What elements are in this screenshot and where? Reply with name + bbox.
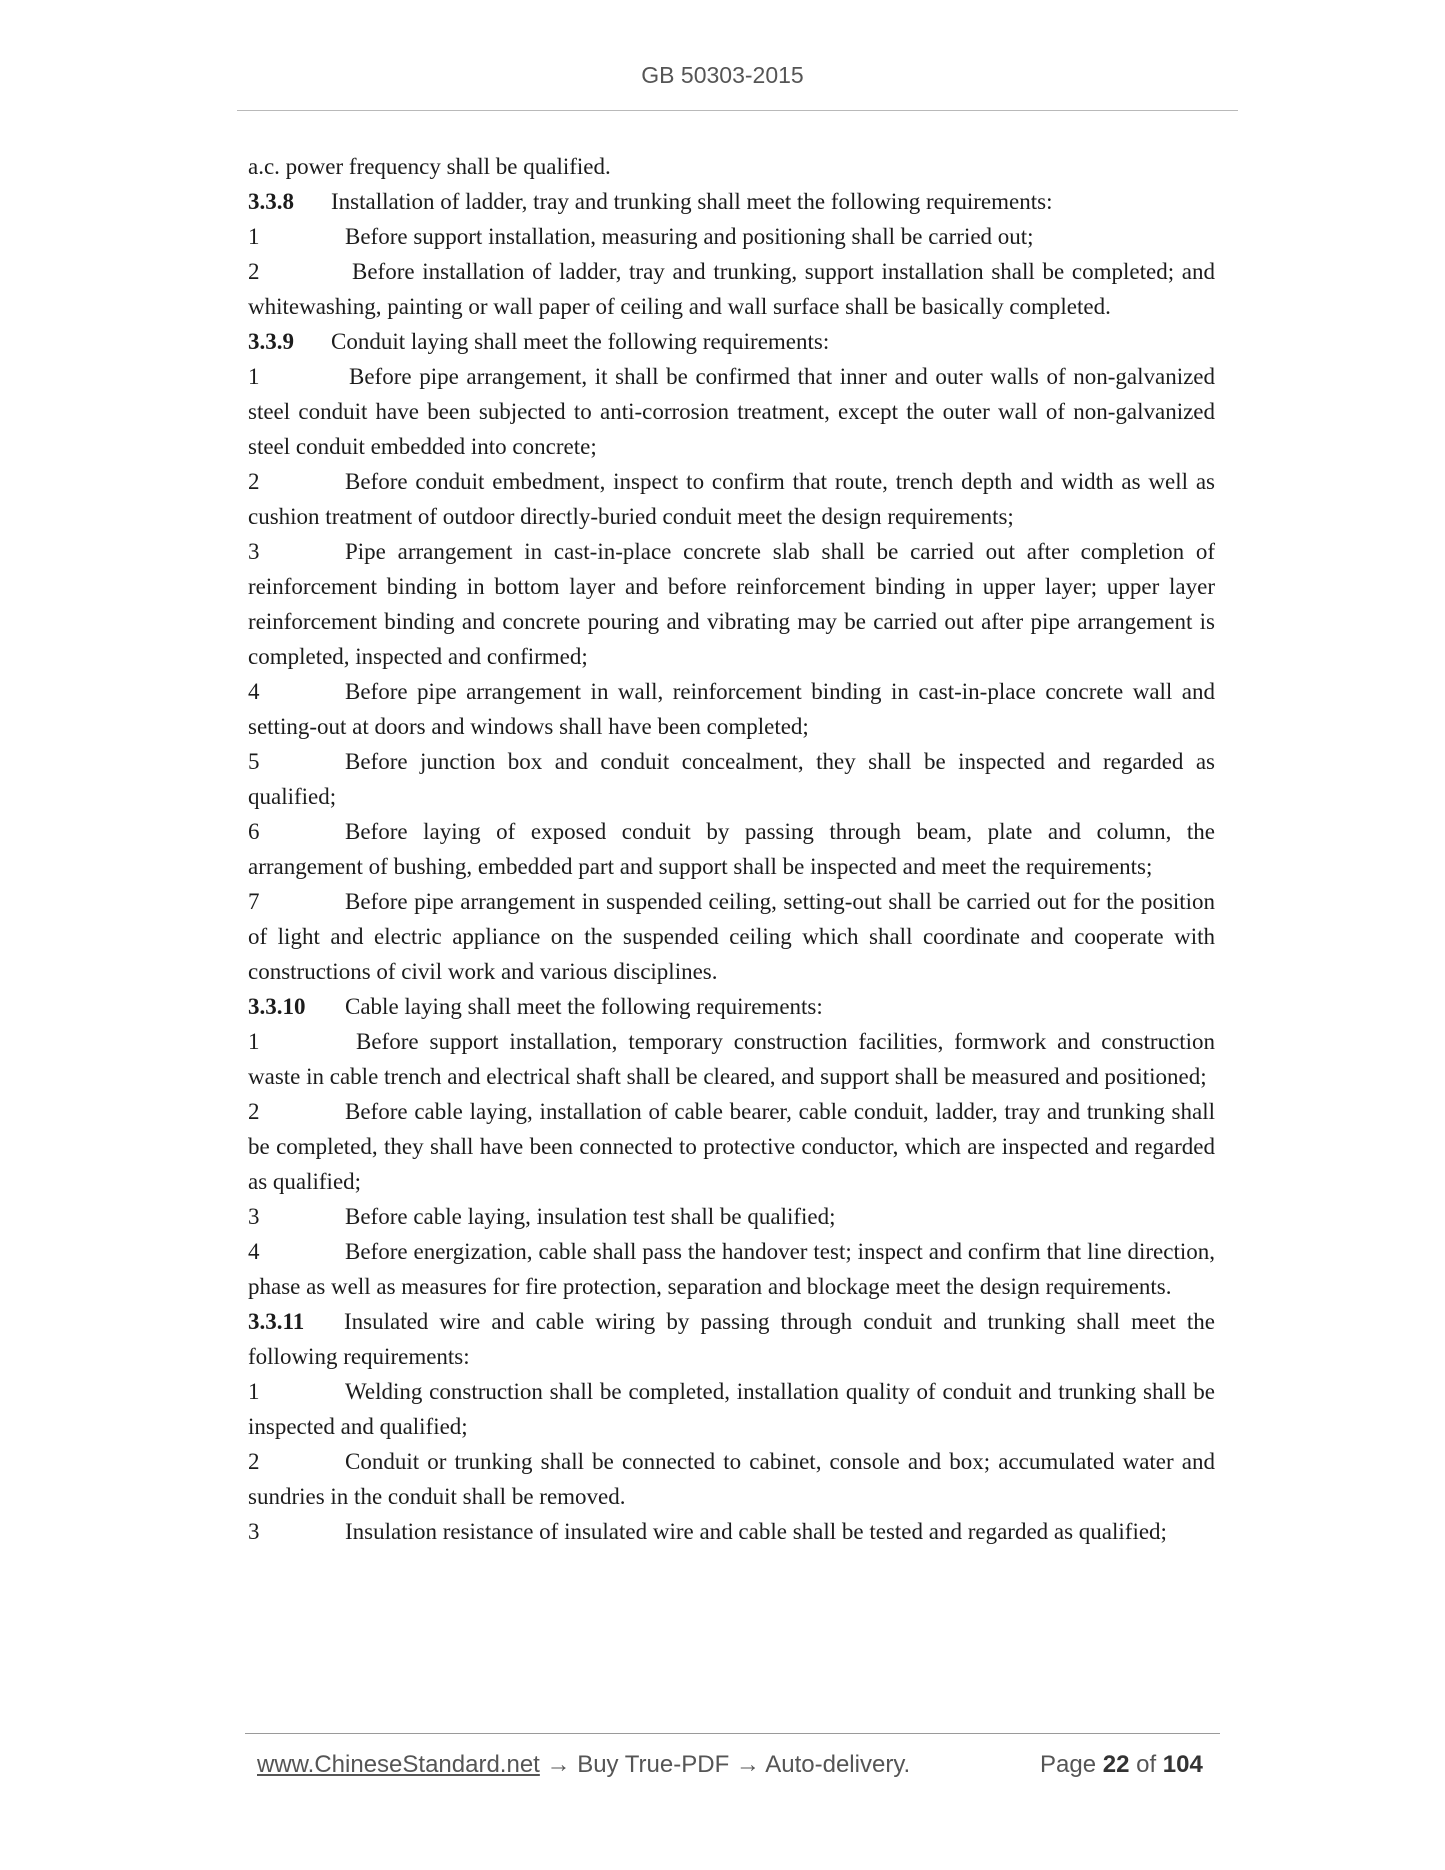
clause-number: 3.3.10 — [248, 994, 306, 1019]
arrow-right-icon: → — [735, 1751, 760, 1778]
clause-text: Cable laying shall meet the following requirements: — [345, 994, 823, 1019]
buy-pdf-text: Buy True-PDF — [577, 1751, 730, 1778]
item-number: 4 — [248, 679, 260, 704]
page-header — [0, 62, 1445, 89]
item-number: 1 — [248, 1379, 260, 1404]
list-item — [248, 744, 1215, 814]
item-number: 4 — [248, 1239, 260, 1264]
list-item — [248, 1234, 1215, 1304]
paragraph-text: a.c. power frequency shall be qualified. — [248, 154, 611, 179]
footer-divider — [245, 1733, 1220, 1734]
item-number: 2 — [248, 1449, 260, 1474]
item-text: Insulation resistance of insulated wire and cable shall be tested and regarded as qualified; — [345, 1519, 1167, 1544]
clause-text: Installation of ladder, tray and trunking shall meet the following requirements: — [331, 189, 1053, 214]
auto-delivery-text: Auto-delivery. — [765, 1751, 911, 1778]
item-number: 2 — [248, 1099, 260, 1124]
list-item — [248, 814, 1215, 884]
clause-number: 3.3.11 — [248, 1309, 305, 1334]
list-item — [248, 359, 1215, 464]
item-text: Before cable laying, installation of cable bearer, cable conduit, ladder, tray and trunking shall be completed, they shall have been connected to protective conductor, which are inspected and regarded as qualified; — [248, 1099, 1215, 1194]
list-item — [248, 534, 1215, 674]
clause-text: Insulated wire and cable wiring by passing through conduit and trunking shall meet the following requirements: — [248, 1309, 1215, 1369]
item-number: 7 — [248, 889, 260, 914]
item-number: 3 — [248, 539, 260, 564]
list-item — [248, 1024, 1215, 1094]
list-item — [248, 1444, 1215, 1514]
item-number: 5 — [248, 749, 260, 774]
list-item — [248, 219, 1215, 254]
total-pages-number: 104 — [1162, 1751, 1203, 1778]
item-text: Before pipe arrangement in wall, reinforcement binding in cast-in-place concrete wall and setting-out at doors and windows shall have been completed; — [248, 679, 1215, 739]
document-body — [248, 149, 1215, 1549]
document-code: GB 50303-2015 — [641, 62, 804, 88]
list-item — [248, 674, 1215, 744]
header-divider — [237, 110, 1238, 111]
item-text: Before laying of exposed conduit by passing through beam, plate and column, the arrangement of bushing, embedded part and support shall be inspected and meet the requirements; — [248, 819, 1215, 879]
item-text: Before pipe arrangement in suspended ceiling, setting-out shall be carried out for the position of light and electric appliance on the suspended ceiling which shall coordinate and cooperate with constructions of civil work and various disciplines. — [248, 889, 1215, 984]
item-text: Before support installation, measuring and positioning shall be carried out; — [345, 224, 1034, 249]
list-item — [248, 1514, 1215, 1549]
item-text: Before cable laying, insulation test shall be qualified; — [345, 1204, 836, 1229]
current-page-number: 22 — [1102, 1751, 1130, 1778]
item-number: 3 — [248, 1519, 260, 1544]
item-text: Before conduit embedment, inspect to confirm that route, trench depth and width as well as cushion treatment of outdoor directly-buried conduit meet the design requirements; — [248, 469, 1215, 529]
item-number: 2 — [248, 469, 260, 494]
item-number: 3 — [248, 1204, 260, 1229]
paragraph — [248, 149, 1215, 184]
page-label: Page — [1040, 1751, 1097, 1778]
item-text: Before installation of ladder, tray and trunking, support installation shall be completed; and whitewashing, painting or wall paper of ceiling and wall surface shall be basically completed. — [248, 259, 1215, 319]
list-item — [248, 1094, 1215, 1199]
arrow-right-icon: → — [546, 1751, 571, 1778]
item-number: 1 — [248, 364, 260, 389]
clause-text: Conduit laying shall meet the following requirements: — [331, 329, 830, 354]
item-number: 1 — [248, 224, 260, 249]
clause-number: 3.3.9 — [248, 329, 294, 354]
list-item — [248, 884, 1215, 989]
item-number: 1 — [248, 1029, 260, 1054]
clause-heading — [248, 324, 1215, 359]
clause-heading — [248, 1304, 1215, 1374]
item-number: 6 — [248, 819, 260, 844]
item-text: Before energization, cable shall pass the handover test; inspect and confirm that line direction, phase as well as measures for fire protection, separation and blockage meet the design requirements. — [248, 1239, 1215, 1299]
clause-heading — [248, 184, 1215, 219]
page-of-label: of — [1136, 1751, 1157, 1778]
list-item — [248, 1199, 1215, 1234]
item-text: Before junction box and conduit concealment, they shall be inspected and regarded as qualified; — [248, 749, 1215, 809]
list-item — [248, 254, 1215, 324]
page-indicator — [1040, 1751, 1203, 1779]
list-item — [248, 1374, 1215, 1444]
clause-heading — [248, 989, 1215, 1024]
item-number: 2 — [248, 259, 260, 284]
footer-promo — [257, 1751, 910, 1779]
list-item — [248, 464, 1215, 534]
item-text: Welding construction shall be completed, installation quality of conduit and trunking shall be inspected and qualified; — [248, 1379, 1215, 1439]
item-text: Before pipe arrangement, it shall be confirmed that inner and outer walls of non-galvanized steel conduit have been subjected to anti-corrosion treatment, except the outer wall of non-galvanized steel conduit embedded into concrete; — [248, 364, 1215, 459]
item-text: Before support installation, temporary construction facilities, formwork and construction waste in cable trench and electrical shaft shall be cleared, and support shall be measured and positioned; — [248, 1029, 1215, 1089]
item-text: Conduit or trunking shall be connected to cabinet, console and box; accumulated water and sundries in the conduit shall be removed. — [248, 1449, 1215, 1509]
website-link[interactable]: www.ChineseStandard.net — [257, 1751, 540, 1778]
clause-number: 3.3.8 — [248, 189, 294, 214]
item-text: Pipe arrangement in cast-in-place concrete slab shall be carried out after completion of reinforcement binding in bottom layer and before reinforcement binding in upper layer; upper layer reinforcement binding and concrete pouring and vibrating may be carried out after pipe arrangement is completed, inspected and confirmed; — [248, 539, 1215, 669]
